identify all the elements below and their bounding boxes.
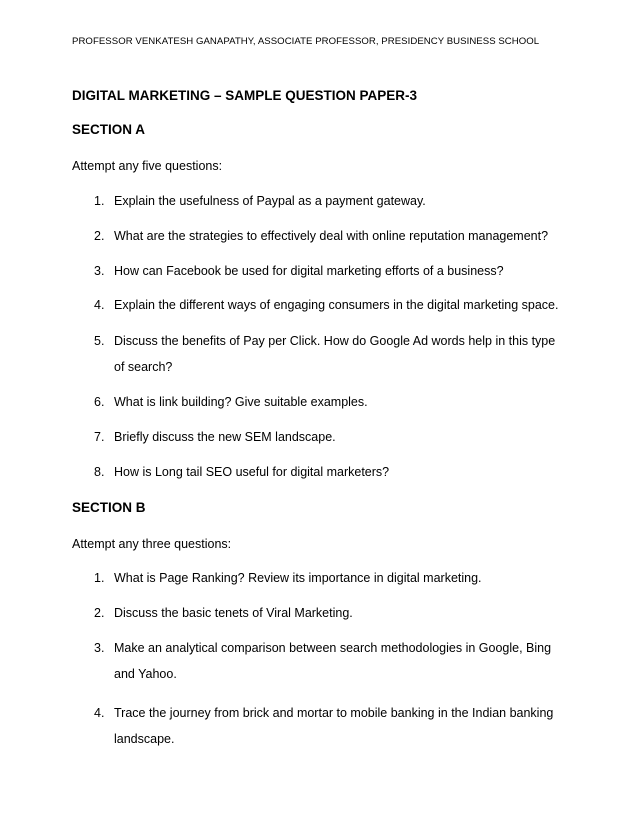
question-text-continued: landscape. — [114, 732, 175, 746]
question-number: 1. — [94, 571, 105, 585]
section-a-instruction: Attempt any five questions: — [72, 159, 223, 173]
question-text: Trace the journey from brick and mortar to mobile banking in the Indian banking — [114, 706, 554, 720]
question-number: 3. — [94, 264, 105, 278]
question-number: 3. — [94, 641, 105, 655]
question-number: 8. — [94, 465, 105, 479]
page-header: PROFESSOR VENKATESH GANAPATHY, ASSOCIATE PROFESSOR, PRESIDENCY BUSINESS SCHOOL — [72, 36, 540, 47]
question-text: What is Page Ranking? Review its importance in digital marketing. — [114, 571, 482, 585]
question-number: 4. — [94, 706, 105, 720]
question-text: Explain the different ways of engaging consumers in the digital marketing space. — [114, 298, 559, 312]
question-number: 4. — [94, 298, 105, 312]
question-number: 7. — [94, 430, 105, 444]
question-number: 6. — [94, 395, 105, 409]
question-text: How is Long tail SEO useful for digital marketers? — [114, 465, 390, 479]
question-text: Make an analytical comparison between search methodologies in Google, Bing — [114, 641, 552, 655]
section-b-instruction: Attempt any three questions: — [72, 537, 232, 551]
paper-title: DIGITAL MARKETING – SAMPLE QUESTION PAPER-3 — [72, 88, 418, 103]
question-text: What are the strategies to effectively deal with online reputation management? — [114, 229, 549, 243]
question-text: Briefly discuss the new SEM landscape. — [114, 430, 336, 444]
section-b-heading: SECTION B — [72, 500, 146, 515]
section-a-heading: SECTION A — [72, 122, 146, 137]
question-text: Discuss the benefits of Pay per Click. How do Google Ad words help in this type — [114, 334, 556, 348]
question-text: What is link building? Give suitable examples. — [114, 395, 368, 409]
question-text: Discuss the basic tenets of Viral Marketing. — [114, 606, 353, 620]
question-text-continued: and Yahoo. — [114, 667, 177, 681]
question-number: 1. — [94, 194, 105, 208]
question-text-continued: of search? — [114, 360, 173, 374]
question-number: 2. — [94, 606, 105, 620]
question-number: 5. — [94, 334, 105, 348]
question-text: How can Facebook be used for digital marketing efforts of a business? — [114, 264, 504, 278]
question-number: 2. — [94, 229, 105, 243]
question-text: Explain the usefulness of Paypal as a payment gateway. — [114, 194, 426, 208]
